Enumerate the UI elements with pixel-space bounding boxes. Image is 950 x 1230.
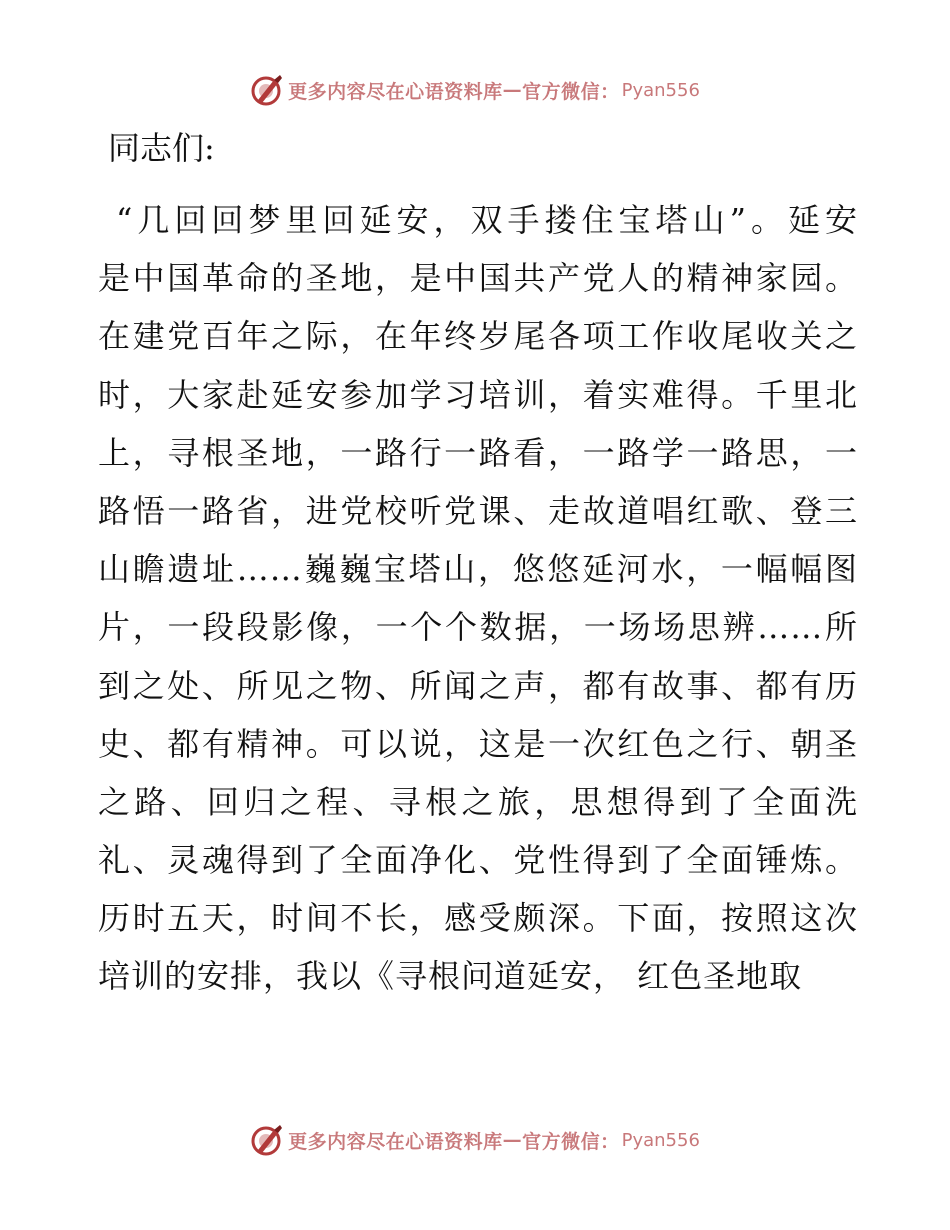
paragraph-line: 上，寻根圣地，一路行一路看，一路学一路思，一 xyxy=(98,433,858,472)
pen-logo-icon xyxy=(250,73,284,107)
paragraph-line: 路悟一路省，进党校听党课、走故道唱红歌、登三 xyxy=(98,491,858,530)
banner-slogan: 更多内容尽在心语资料库 xyxy=(288,80,503,103)
paragraph-line: 山瞻遗址……巍巍宝塔山，悠悠延河水，一幅幅图 xyxy=(98,550,858,589)
banner-wechat-label: 官方微信： xyxy=(522,1130,620,1153)
paragraph-line: 是中国革命的圣地，是中国共产党人的精神家园。 xyxy=(98,259,858,298)
footer-banner xyxy=(0,1120,950,1160)
header-banner xyxy=(0,70,950,110)
pen-logo-icon xyxy=(250,1123,284,1157)
banner-wechat-id: Pyan556 xyxy=(621,79,700,101)
paragraph-line: 时，大家赴延安参加学习培训，着实难得。千里北 xyxy=(98,375,858,414)
banner-slogan: 更多内容尽在心语资料库 xyxy=(288,1130,503,1153)
greeting: 同志们: xyxy=(108,129,215,167)
paragraph-line: 史、都有精神。可以说，这是一次红色之行、朝圣 xyxy=(98,724,858,763)
paragraph-line: 之路、回归之程、寻根之旅，思想得到了全面洗 xyxy=(98,782,858,821)
banner-separator: — xyxy=(502,79,523,101)
banner-separator: — xyxy=(502,1129,523,1151)
paragraph-line: 在建党百年之际，在年终岁尾各项工作收尾收关之 xyxy=(98,317,858,356)
paragraph-line: 到之处、所见之物、所闻之声，都有故事、都有历 xyxy=(98,666,858,705)
paragraph-line: 片，一段段影像，一个个数据，一场场思辨……所 xyxy=(98,608,858,647)
paragraph-line: 历时五天，时间不长，感受颇深。下面，按照这次 xyxy=(98,899,858,938)
paragraph-line: 培训的安排，我以《寻根问道延安， 红色圣地取 xyxy=(98,957,803,996)
paragraph-line: “几回回梦里回延安，双手搂住宝塔山”。延安 xyxy=(116,201,858,239)
banner-wechat-id: Pyan556 xyxy=(621,1129,700,1151)
paragraph-line: 礼、灵魂得到了全面净化、党性得到了全面锤炼。 xyxy=(98,841,858,880)
banner-wechat-label: 官方微信： xyxy=(522,80,620,103)
body-paragraph xyxy=(98,196,858,1011)
